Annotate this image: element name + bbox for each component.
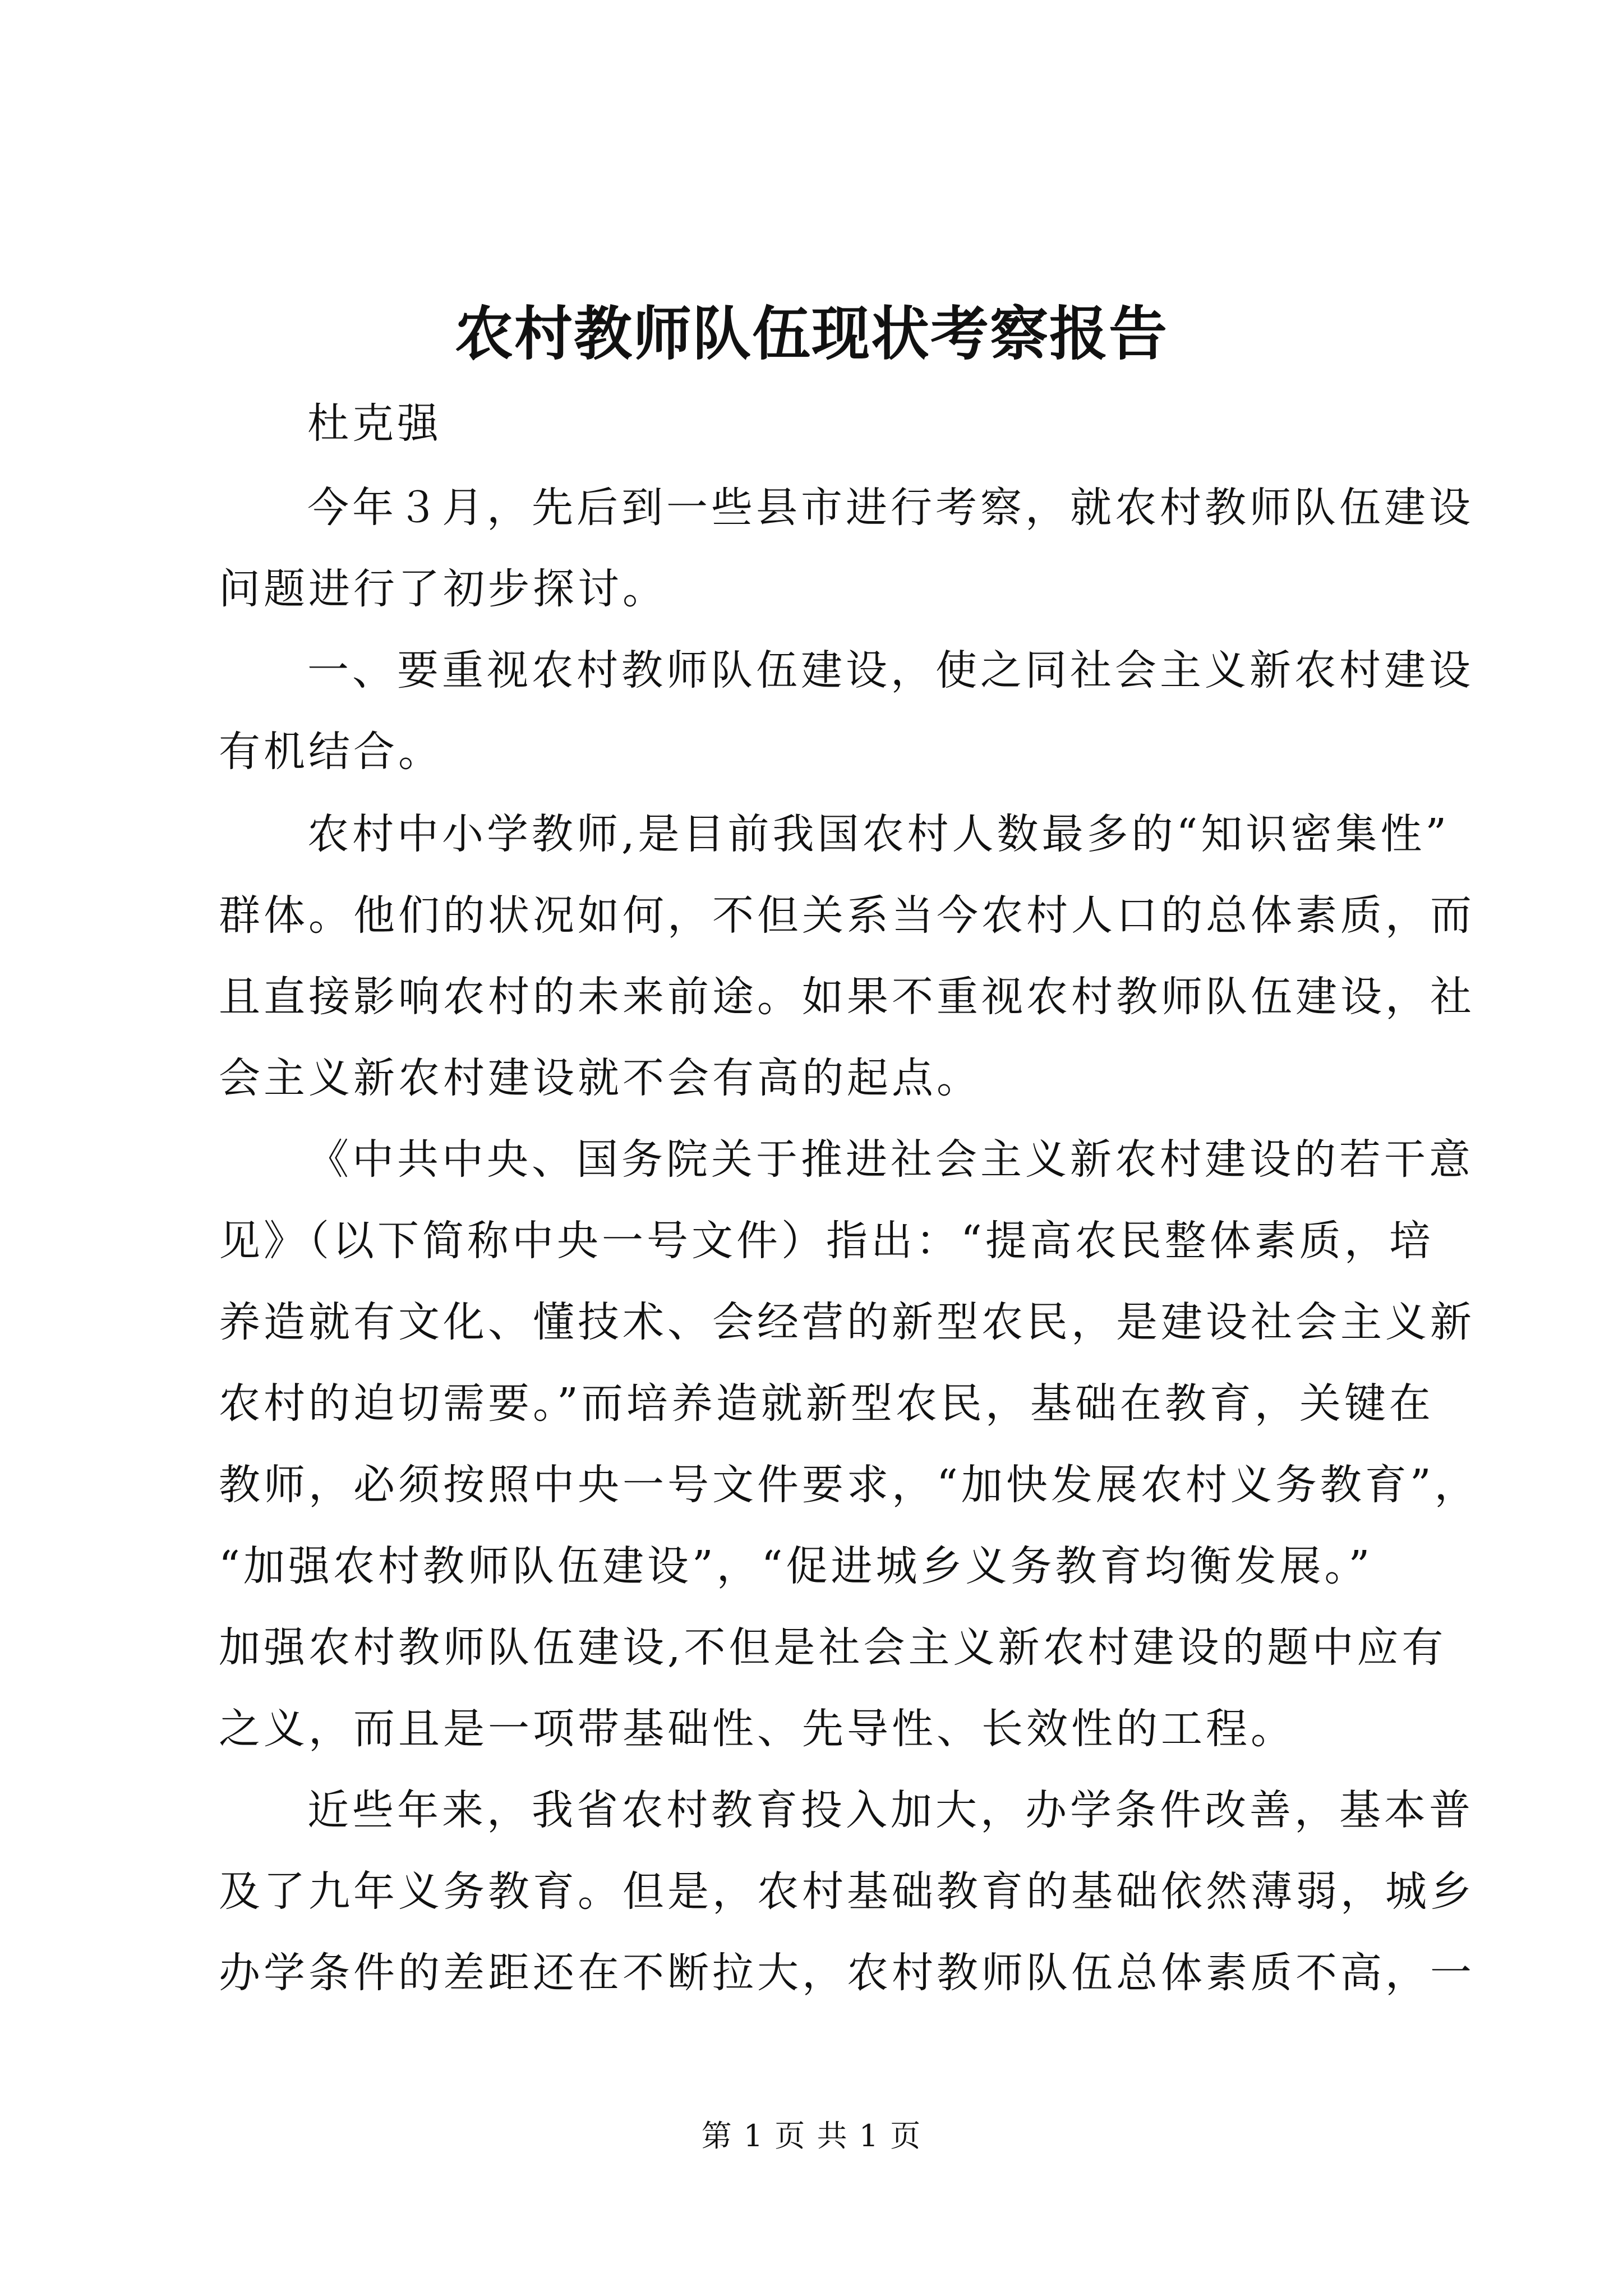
body-line: 见》（以下简称中央一号文件）指出：“提高农民整体素质，培 [219, 1217, 1434, 1265]
body-line: “加强农村教师队伍建设”，“促进城乡义务教育均衡发展。” [219, 1542, 1373, 1590]
body-line: 会主义新农村建设就不会有高的起点。 [219, 1054, 981, 1102]
body-line: 群体。他们的状况如何，不但关系当今农村人口的总体素质，而 [219, 891, 1475, 940]
body-line: 加强农村教师队伍建设,不但是社会主义新农村建设的题中应有 [219, 1623, 1447, 1672]
body-line: 一、要重视农村教师队伍建设，使之同社会主义新农村建设 [307, 646, 1474, 694]
body-line: 问题进行了初步探讨。 [219, 565, 667, 613]
body-line: 养造就有文化、懂技术、会经营的新型农民，是建设社会主义新 [219, 1298, 1475, 1346]
body-line: 且直接影响农村的未来前途。如果不重视农村教师队伍建设，社 [219, 973, 1475, 1021]
body-line: 之义，而且是一项带基础性、先导性、长效性的工程。 [219, 1705, 1295, 1753]
body-line: 教师，必须按照中央一号文件要求，“加快发展农村义务教育”， [219, 1461, 1479, 1509]
document-title: 农村教师队伍现状考察报告 [454, 299, 1168, 368]
body-line: 有机结合。 [219, 728, 443, 776]
page-footer: 第 1 页 共 1 页 [701, 2118, 922, 2154]
body-line: 今年３月，先后到一些县市进行考察，就农村教师队伍建设 [307, 484, 1474, 532]
body-line: 及了九年义务教育。但是，农村基础教育的基础依然薄弱，城乡 [219, 1867, 1475, 1916]
body-line: 办学条件的差距还在不断拉大，农村教师队伍总体素质不高，一 [219, 1949, 1475, 1997]
body-line: 近些年来，我省农村教育投入加大，办学条件改善，基本普 [307, 1786, 1474, 1834]
author-line: 杜克强 [307, 399, 442, 448]
body-line: 农村的迫切需要。”而培养造就新型农民，基础在教育，关键在 [219, 1379, 1434, 1428]
body-line: 农村中小学教师,是目前我国农村人数最多的“知识密集性” [307, 810, 1450, 858]
body-line: 《中共中央、国务院关于推进社会主义新农村建设的若干意 [307, 1135, 1474, 1184]
